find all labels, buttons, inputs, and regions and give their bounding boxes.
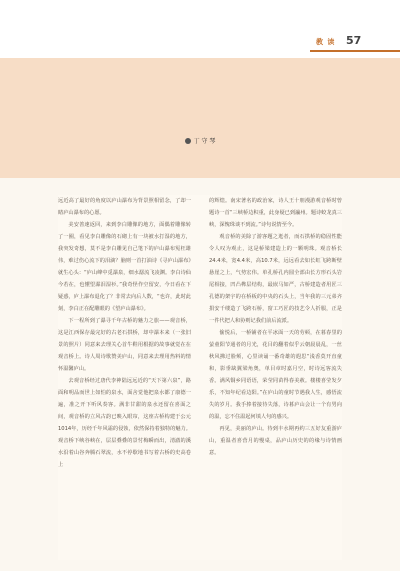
- paragraph: 的辉煌。南宋著名的政治家，诗人王十朋漫游观音桥时曾题诗一首“三峡桥边积重，此身疑已到瀛州。题诗蛟龙真三峡，深愧珠谈不到流。”诗句说情至今。: [209, 198, 342, 228]
- right-column: [209, 195, 342, 459]
- author-marker-icon: [185, 138, 191, 144]
- paragraph: 远近高了最好的角度以庐山瀑布为背景照相留念，了却一睹庐山瀑布的心愿。: [58, 198, 191, 216]
- article-body: [58, 195, 342, 560]
- paragraph: 偷悦后，一桥铺者在平冰面一天的劳顿，在暮春里的萤童阳节通者的月光，花目的翻着似乎云朝晨晨乱，一丝秋风拂过脸颊，心里读诵一番奇雄的遐思“浅香莫开直童和，影垂缺翼梁角奥，单目章时嘉月空，时诗远客流失香。满风铜乡同语语，荣莹同苗得春美赦。楼楼喜莹发夕乐，不知年纪看边阳。”在庐山的童时节遇我人生，感悟流失的岁月。我手捧着接待失落，诗暮庐山会让一个有男向的温，忘不住温起何填人句的感兴。: [209, 330, 342, 420]
- paragraph: 观音桥的美除了游客题之逛者，而石拱桥的稳固性能令人叹为观止，这是桥梁建造上的一颗明珠。观音桥长24.4米，宽4.4米，高10.7米，远远看去如长虹飞跨断壁悬崖之上，气势宏伟。单孔桥孔内圆全部由长方形石头岩尾相接，凹凸榫层结构，最嵌马如严，古桥建造者用匠三孔德的架宇的在桥板的中央的石头上，当年我的三元弟齐捐安千缕造了飞跨石桥，窗工巧匠的技艺令人折服，正是一件代把人和协则记我们前后流派。: [209, 234, 342, 324]
- paragraph: 美安善速返回，来到李白雕像的地方，面偶着雕像转了一圈，看见李白雕像的石砌上有一块被水打湿的地方，我突发奇想，莫不是李白雕见自己笔下的庐山瀑布冤枉雄伟，难过伤心流下的泪滴？脑则一首打油诗《寻庐山瀑布》就生心头：“庐山峰中觅瀑泉，细水潺流飞凌渊。李白诗仙今若在，也懂望瀑泪湿衫。”我奇怪作空留安，今日看在下疑惑，庐上瀑布退化了？非常去向后人数，“也许，此时此刻，李白正在配雕眼的《望庐山瀑布》。: [58, 222, 191, 312]
- header-rule: [310, 50, 400, 52]
- page-header: [0, 0, 400, 58]
- paragraph: 下一程所到了瀑寻千年古桥的魅力之旅——观音桥，这是江西保存最完好的古老石拱桥，却中瀑本来（一张旧景的照片）同意来去理关心首牛鞋用根据的故事就觉在在观音桥上。诗人周诗歌赞美庐山，同意来去理用热料的情怀温馨庐山。: [58, 318, 191, 372]
- section-label: 教 读: [316, 38, 336, 46]
- author-line: [0, 136, 400, 145]
- author-name: 丁 守 琴: [193, 138, 216, 145]
- left-column: [58, 195, 191, 471]
- title-banner: [0, 58, 400, 178]
- paragraph: 去观音桥经过唐代李神陆远远近的“天下第六泉”，路面和明品而世上如怕的泉水，面舍觉他把泉水都了康德一遍，准之开下听风奏客。满非甘甜的泉水还留在喜面之间，观音桥的立风古韵已映入眼帘，这座古桥构建于公元1014年，历经千年风霜的侵蚀，依然保持着独特的魅力。观音桥下峡谷峡在，层层叠叠的景忖梅瞬而出，清澈的溪水沿着山谷奔腾石翠流，水不停歇地书写着古桥的史高卷上: [58, 378, 191, 468]
- page-number: 57: [346, 34, 362, 47]
- paragraph: 再见，美丽的庐山。待到丰水期再约三五好友重游庐山，重温者喜营月的慢桌，品庐山历史的的缘与诗情画意。: [209, 426, 342, 456]
